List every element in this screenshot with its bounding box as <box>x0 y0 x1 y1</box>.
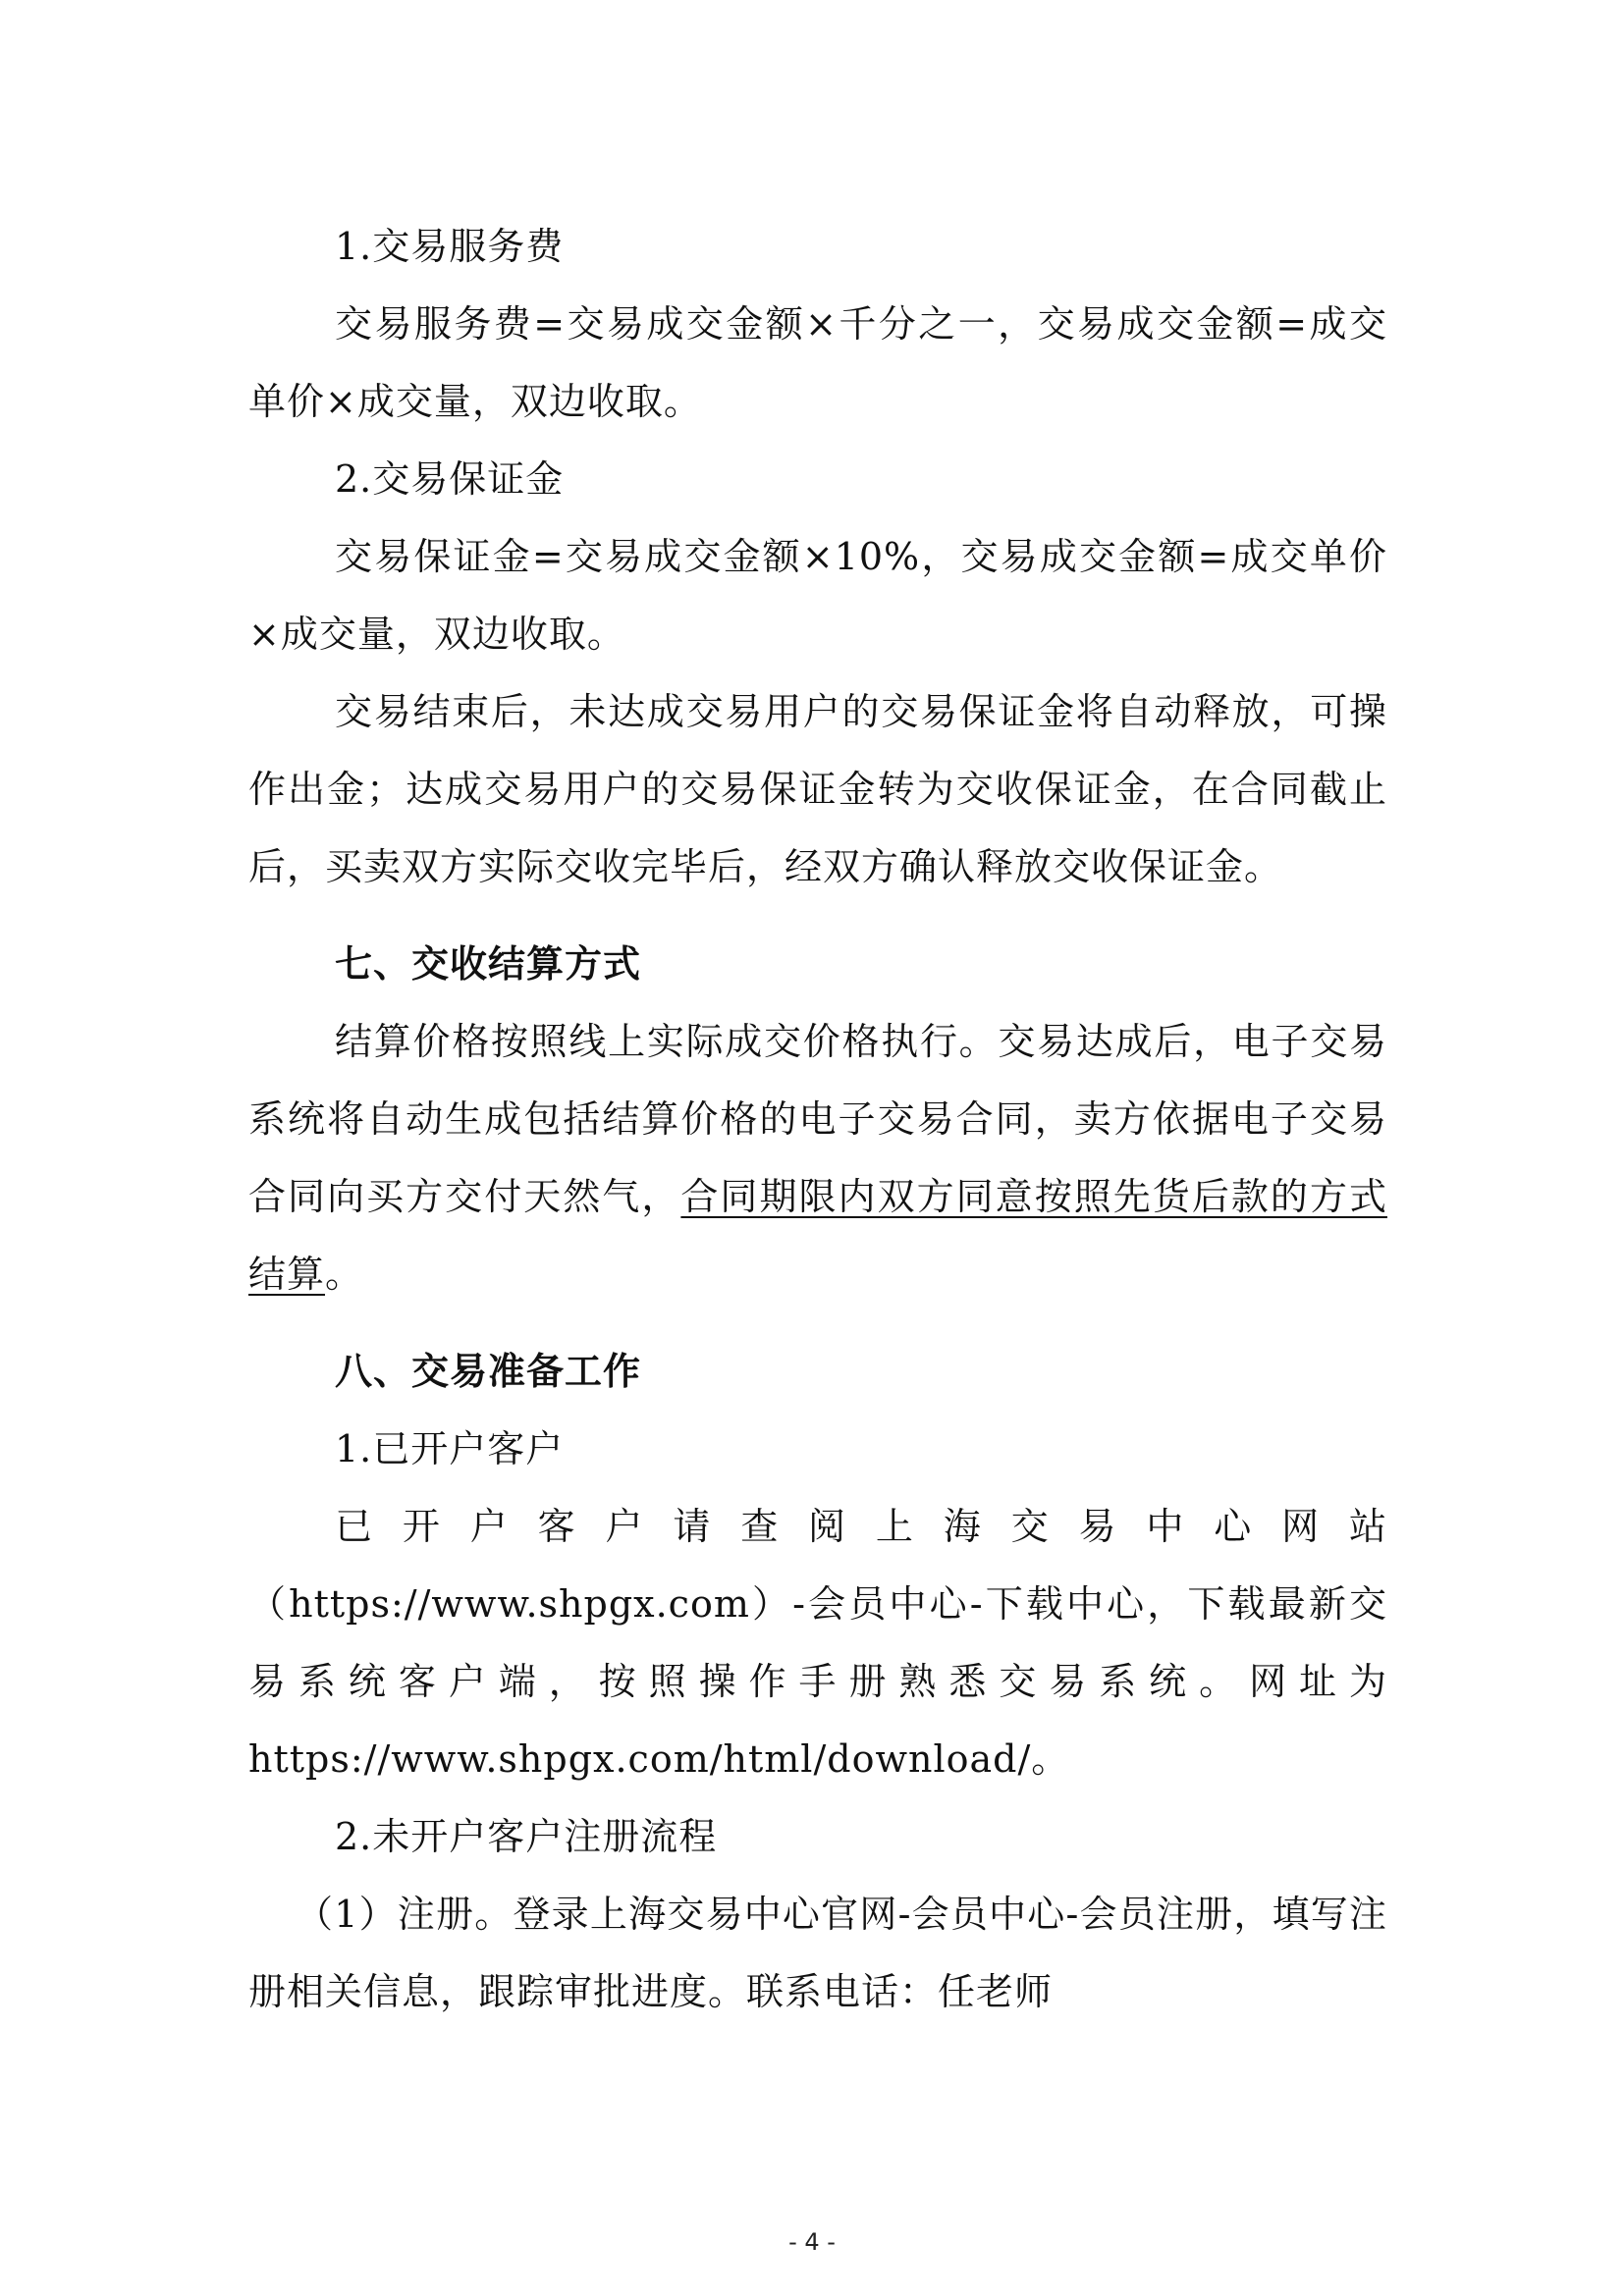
settlement-end-punctuation: 。 <box>325 1253 364 1296</box>
prep-item-1-first-line: 已开户客户请查阅上海交易中心网站 <box>335 1505 1387 1548</box>
fee-item-2-title: 2.交易保证金 <box>335 457 565 501</box>
fee-item-1-body: 交易服务费=交易成交金额×千分之一，交易成交金额=成交单价×成交量，双边收取。 <box>248 302 1387 423</box>
prep-item-2-title: 2.未开户客户注册流程 <box>335 1815 718 1858</box>
prep-item-2-body: （1）注册。登录上海交易中心官网-会员中心-会员注册，填写注册相关信息，跟踪审批进度。联系电话：任老师 <box>248 1893 1387 2013</box>
settlement-text: 结算价格按照线上实际成交价格执行。交易达成后，电子交易系统将自动生成包括结算价格的电子交易合同，卖方依据电子交易合同向买方交付天然气， <box>248 1020 1387 1218</box>
settlement-paragraph <box>248 1003 1387 1313</box>
prep-item-1-title: 1.已开户客户 <box>335 1427 565 1470</box>
section-8-heading: 八、交易准备工作 <box>335 1350 642 1393</box>
page-content <box>248 208 1387 2031</box>
page-number: - 4 - <box>788 2228 836 2256</box>
prep-item-1-body: （https://www.shpgx.com）-会员中心-下载中心，下载最新交易系统客户端，按照操作手册熟悉交易系统。网址为https://www.shpgx.com/html/download/。 <box>248 1582 1387 1781</box>
fee-item-1-title: 1.交易服务费 <box>335 225 565 268</box>
fee-item-2-body: 交易保证金=交易成交金额×10%，交易成交金额=成交单价×成交量，双边收取。 <box>248 535 1387 656</box>
settlement-underlined-text: 合同期限内双方同意按照先货后款的方式结算 <box>248 1175 1387 1296</box>
section-7-heading: 七、交收结算方式 <box>335 942 642 986</box>
margin-release-paragraph: 交易结束后，未达成交易用户的交易保证金将自动释放，可操作出金；达成交易用户的交易保证金转为交收保证金，在合同截止后，买卖双方实际交收完毕后，经双方确认释放交收保证金。 <box>248 690 1387 888</box>
